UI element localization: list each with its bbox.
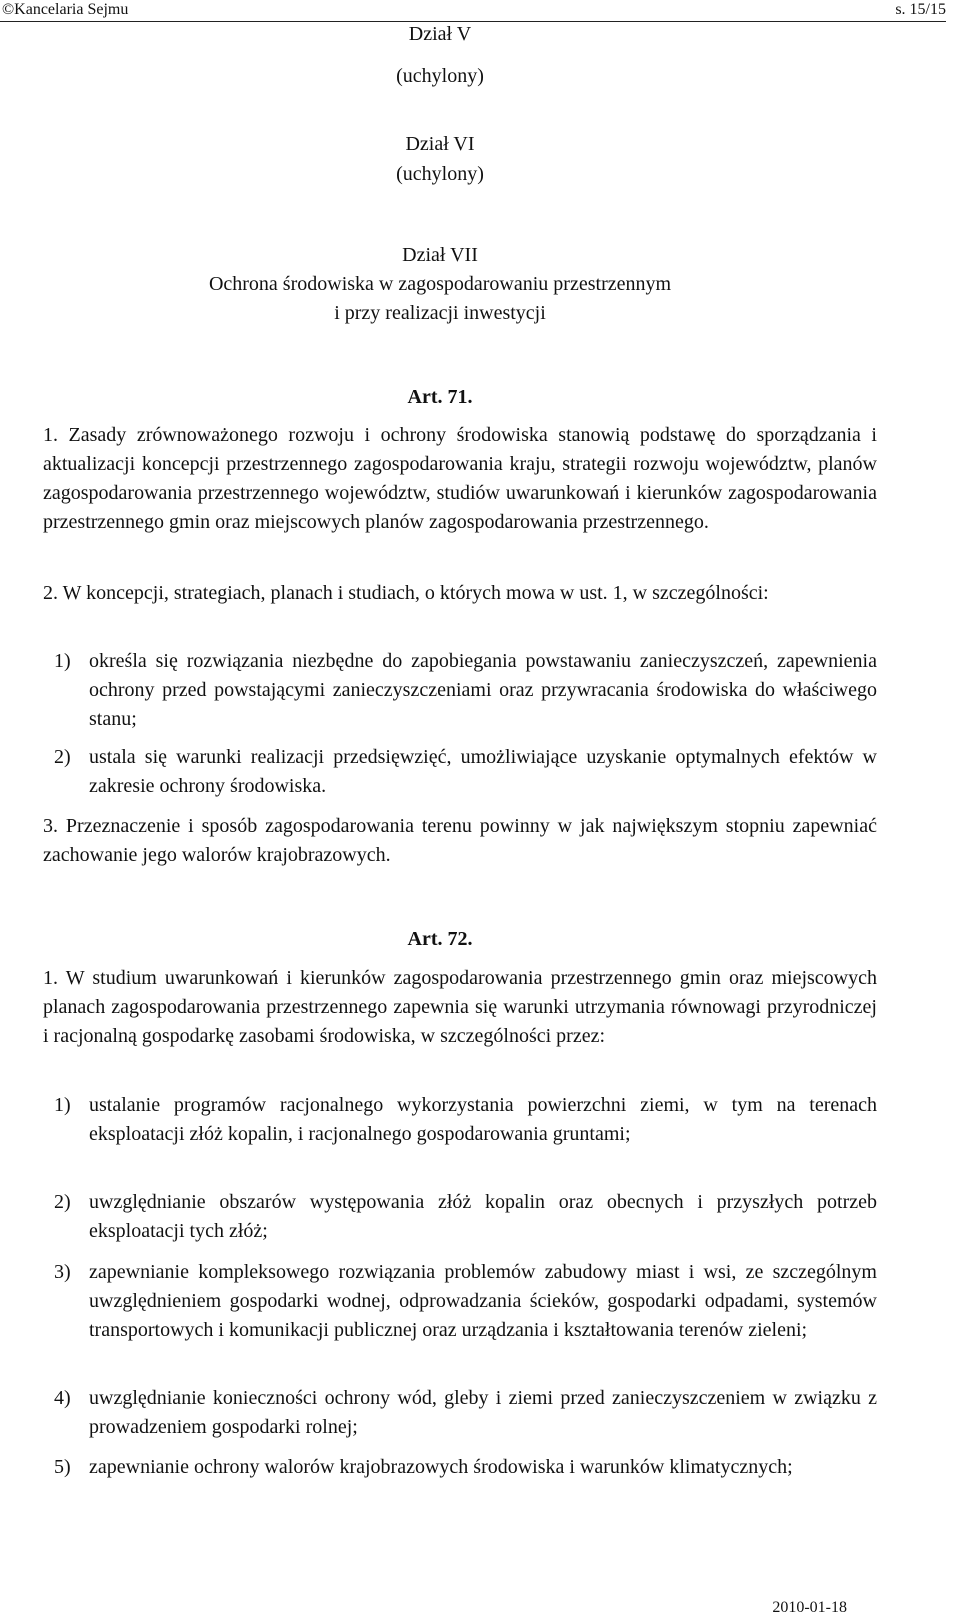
item-number: 2) xyxy=(54,1191,71,1213)
section-6-note: (uchylony) xyxy=(396,163,484,185)
section-7-subtitle-1: Ochrona środowiska w zagospodarowaniu przestrzennym xyxy=(208,273,672,295)
section-5-title: Dział V xyxy=(408,23,472,45)
item-text: ustala się warunki realizacji przedsięwzięć, umożliwiające uzyskanie optymalnych efektów w zakresie ochrony środowiska. xyxy=(89,746,877,797)
item-text: określa się rozwiązania niezbędne do zapobiegania powstawaniu zanieczyszczeń, zapewnienia ochrony przed powstającymi zanieczyszczeniami oraz przywracania środowiska do właściwego stanu; xyxy=(89,650,877,730)
page-header xyxy=(0,0,946,20)
item-number: 1) xyxy=(54,1094,71,1116)
item-number: 5) xyxy=(54,1456,71,1478)
page-number: s. 15/15 xyxy=(895,1,946,18)
section-5-note: (uchylony) xyxy=(396,65,484,87)
art-72-item-5 xyxy=(54,1453,877,1482)
item-number: 4) xyxy=(54,1387,71,1409)
publisher-label: ©Kancelaria Sejmu xyxy=(2,1,129,18)
art-71-paragraph-3: 3. Przeznaczenie i sposób zagospodarowania terenu powinny w jak największym stopniu zapewniać zachowanie jego walorów krajobrazowych. xyxy=(43,815,877,866)
art-71-item-1 xyxy=(54,647,877,734)
item-text: ustalanie programów racjonalnego wykorzystania powierzchni ziemi, w tym na terenach eksploatacji złóż kopalin, i racjonalnego gospodarowania gruntami; xyxy=(89,1094,877,1145)
document-date: 2010-01-18 xyxy=(772,1599,847,1616)
item-number: 2) xyxy=(54,746,71,768)
art-72-paragraph-1: 1. W studium uwarunkowań i kierunków zagospodarowania przestrzennego gmin oraz miejscowych planach zagospodarowania przestrzennego zapewnia się warunki utrzymania równowagi przyrodniczej i racjonalną gospodarkę zasobami środowiska, w szczególności przez: xyxy=(43,967,877,1047)
art-72-item-1 xyxy=(54,1091,877,1149)
section-7-title: Dział VII xyxy=(402,244,478,266)
art-71-paragraph-2: 2. W koncepcji, strategiach, planach i studiach, o których mowa w ust. 1, w szczególności: xyxy=(43,582,769,604)
item-text: zapewnianie kompleksowego rozwiązania problemów zabudowy miast i wsi, ze szczególnym uwzględnieniem gospodarki wodnej, odprowadzania ścieków, gospodarki odpadami, systemów transportowych i komunikacji publicznej oraz urządzania i kształtowania terenów zieleni; xyxy=(89,1261,877,1341)
art-72-heading: Art. 72. xyxy=(407,928,473,950)
art-72-item-4 xyxy=(54,1384,877,1442)
art-71-paragraph-1: 1. Zasady zrównoważonego rozwoju i ochrony środowiska stanowią podstawę do sporządzania i aktualizacji koncepcji przestrzennego zagospodarowania kraju, strategii rozwoju województw, planów zagospodarowania przestrzennego województw, studiów uwarunkowań i kierunków zagospodarowania przestrzennego gmin oraz miejscowych planów zagospodarowania przestrzennego. xyxy=(43,424,877,533)
item-text: zapewnianie ochrony walorów krajobrazowych środowiska i warunków klimatycznych; xyxy=(89,1456,793,1478)
art-72-item-2 xyxy=(54,1188,877,1246)
section-6-title: Dział VI xyxy=(405,133,475,155)
art-72-item-3 xyxy=(54,1258,877,1345)
art-71-item-2 xyxy=(54,743,877,801)
item-text: uwzględnianie obszarów występowania złóż kopalin oraz obecnych i przyszłych potrzeb eksploatacji tych złóż; xyxy=(89,1191,877,1242)
item-number: 1) xyxy=(54,650,71,672)
item-text: uwzględnianie konieczności ochrony wód, gleby i ziemi przed zanieczyszczeniem w związku z prowadzeniem gospodarki rolnej; xyxy=(89,1387,877,1438)
item-number: 3) xyxy=(54,1261,71,1283)
section-7-subtitle-2: i przy realizacji inwestycji xyxy=(334,302,546,324)
art-71-heading: Art. 71. xyxy=(407,386,473,408)
